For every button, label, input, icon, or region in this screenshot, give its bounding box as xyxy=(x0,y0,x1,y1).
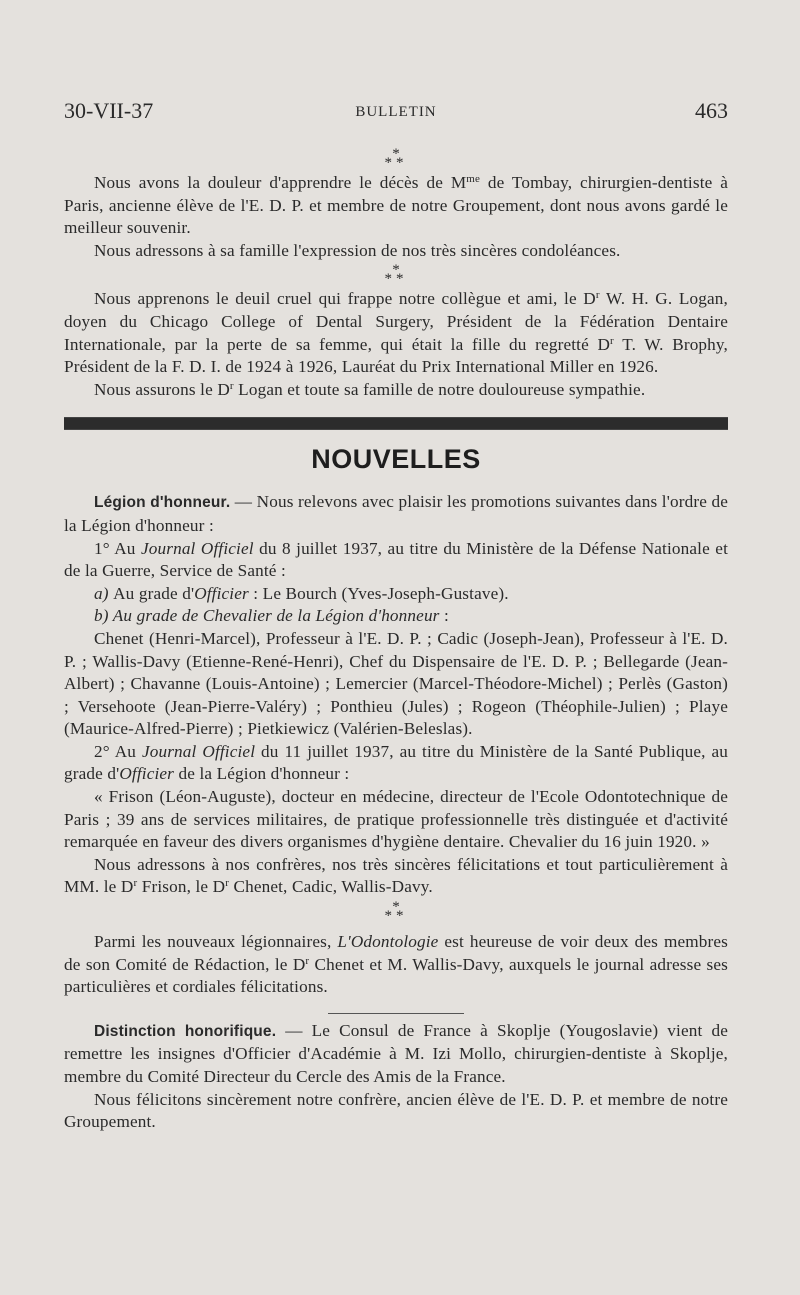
journal-name: BULLETIN xyxy=(355,104,437,120)
distinction-heading: Distinction honorifique. xyxy=(94,1022,277,1040)
asterism-separator: * ** xyxy=(384,899,408,925)
page-number: 463 xyxy=(695,98,728,123)
chevaliers-list: Chenet (Henri-Marcel), Professeur à l'E. D. P. ; Cadic (Joseph-Jean), Professeur à l'E. D. P. ; Wallis-Davy (Etienne-René-Henri), Chef du Dispensaire de l'E. D. P. ; Bellegarde (Jean-Albert) ; Chavanne (Louis-Antoine) ; Lemercier (Marcel-Théodore-Michel) ; Perlès (Gaston) ; Versehoote (Jean-Pierre-Valéry) ; Ponthieu (Jules) ; Rogeon (Théophile-Julien) ; Playe (Maurice-Alfred-Pierre) ; Pietkiewicz (Valérien-Beleslas). xyxy=(64,628,728,739)
distinction-congratulations: Nous félicitons sincèrement notre confrère, ancien élève de l'E. D. P. et membre de notre Groupement. xyxy=(64,1089,728,1132)
page-content xyxy=(64,146,729,1134)
asterism-separator: * ** xyxy=(384,262,408,288)
legion-item-b: b) Au grade de Chevalier de la Légion d'honneur : xyxy=(94,606,449,626)
asterism-separator: * ** xyxy=(384,146,408,171)
tombay-condolences-paragraph: Nous adressons à sa famille l'expression de nos très sincères condoléances. xyxy=(94,240,621,260)
legion-item-2: 2° Au Journal Officiel du 11 juillet 1937, au titre du Ministère de la Santé Publique, au grade d'Officier de la Légion d'honneur : xyxy=(64,741,728,784)
tombay-notice-paragraph: Nous avons la douleur d'apprendre le décès de $M^{me}$ de Tombay, chirurgien-dentiste à Paris, ancienne élève de l'E. D. P. et membre de notre Groupement, dont nous avons gardé le meilleur souvenir. xyxy=(64,173,729,238)
short-divider xyxy=(328,1013,464,1014)
section-divider-bar xyxy=(64,417,728,430)
issue-date: 30-VII-37 xyxy=(64,98,154,123)
legion-heading: Légion d'honneur. xyxy=(94,494,231,512)
legion-item-1: 1° Au Journal Officiel du 8 juillet 1937, au titre du Ministère de la Défense Nationale et de la Guerre, Service de Santé : xyxy=(64,538,728,581)
legion-item-a: a) Au grade d'Officier : Le Bourch (Yves-Joseph-Gustave). xyxy=(94,583,509,603)
frison-quote: « Frison (Léon-Auguste), docteur en médecine, directeur de l'Ecole Odontotechnique de Paris ; 39 ans de services militaires, de pratique professionnelle très distinguée et d'activité remarquée en faveur des divers organismes d'hygiène dentaire. Chevalier du 16 juin 1920. » xyxy=(64,787,728,852)
distinction-paragraph: Distinction honorifique. — Le Consul de France à Skoplje (Yougoslavie) vient de remettre les insignes d'Officier d'Académie à M. Izi Mollo, chirurgien-dentiste à Skoplje, membre du Comité Directeur du Cercle des Amis de la France. xyxy=(64,1020,728,1086)
section-title: NOUVELLES xyxy=(311,444,481,475)
logan-notice-paragraph: Nous apprenons le deuil cruel qui frappe notre collègue et ami, le $D^r$ W. H. G. Logan, doyen du Chicago College of Dental Surgery, Président de la Fédération Dentaire Internationale, par la perte de sa femme, qui était la fille du regretté $D^r$ T. W. Brophy, Président de la F. D. I. de 1924 à 1926, Lauréat du Prix International Miller en 1926. xyxy=(64,289,728,377)
running-header xyxy=(64,98,728,128)
legion-congratulations: Nous adressons à nos confrères, nos très sincères félicitations et tout particulièrement à MM. le $D^r$ Frison, le $D^r$ Chenet, Cadic, Wallis-Davy. xyxy=(64,854,728,897)
logan-sympathy-paragraph: Nous assurons le $D^r$ Logan et toute sa famille de notre douloureuse sympathie. xyxy=(94,379,646,399)
odontologie-paragraph: Parmi les nouveaux légionnaires, L'Odontologie est heureuse de voir deux des membres de son Comité de Rédaction, le $D^r$ Chenet et M. Wallis-Davy, auxquels le journal adresse ses particulières et cordiales félicitations. xyxy=(64,932,728,997)
legion-intro-paragraph: Légion d'honneur. — Nous relevons avec plaisir les promotions suivantes dans l'ordre de la Légion d'honneur : xyxy=(64,492,728,535)
